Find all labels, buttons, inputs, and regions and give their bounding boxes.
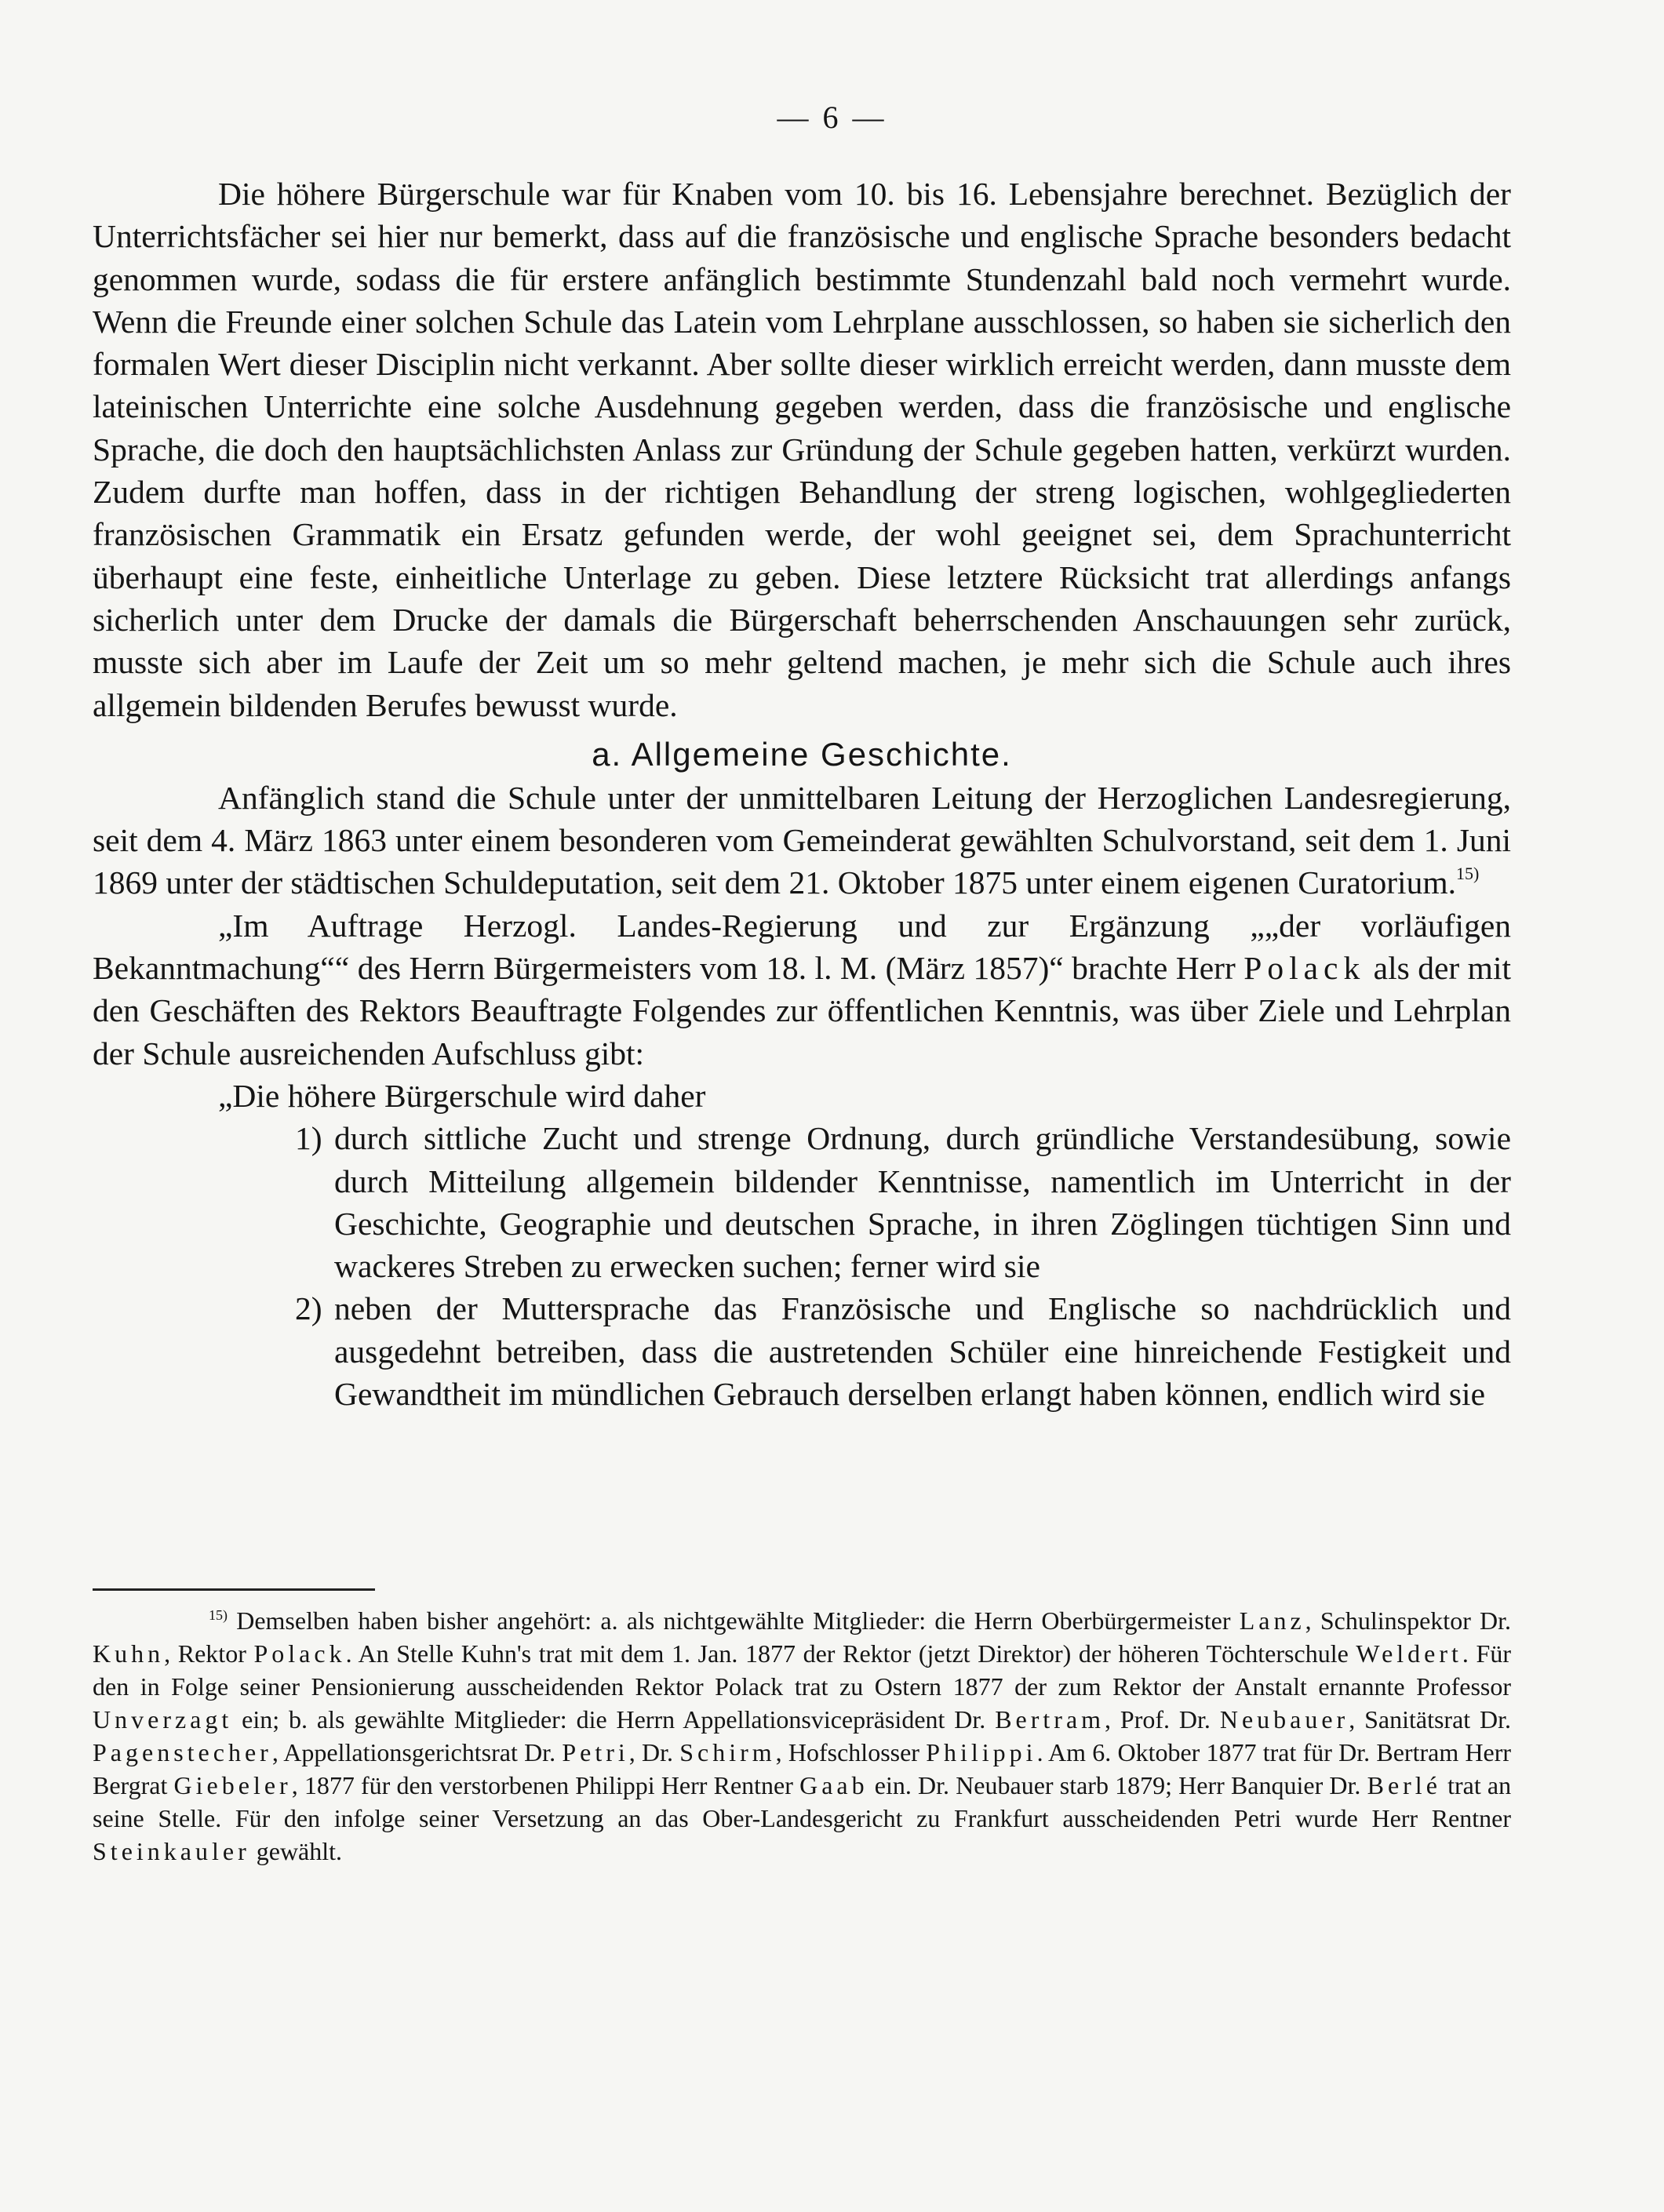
footnote-text: Demselben haben bisher angehört: a. als nichtgewählte Mitglieder: die Herrn Oberbürgermeister — [236, 1606, 1231, 1635]
person-name: Schirm — [679, 1738, 776, 1766]
person-name: Lanz — [1239, 1606, 1305, 1635]
footnote-text: ein; b. als gewählte Mitglieder: die Herrn Appellationsvicepräsident Dr. — [242, 1705, 986, 1734]
main-text — [93, 173, 1511, 1415]
footnote-text: , Appellationsgerichtsrat Dr. — [271, 1738, 556, 1766]
footnote-text: , Sanitätsrat Dr. — [1349, 1705, 1512, 1734]
footnote — [93, 1604, 1511, 1868]
footnote-text: , Rektor — [164, 1639, 246, 1668]
list-item — [93, 1287, 1511, 1415]
person-name: Philippi — [926, 1738, 1037, 1766]
person-name: Steinkauler — [93, 1837, 250, 1865]
person-name: Polack — [253, 1639, 346, 1668]
list-item-number: 2) — [295, 1290, 322, 1327]
person-name: Berlé — [1367, 1771, 1441, 1799]
person-name: Pagenstecher — [93, 1738, 272, 1766]
footnote-text: . Für den in Folge seiner Pensionierung ausscheidenden Rektor Polack trat zu Ostern 1877 der zum Rektor der Anstalt ernannte Professor — [93, 1639, 1511, 1701]
list-item-text: durch sittliche Zucht und strenge Ordnung, durch gründliche Verstandesübung, sowie durch Mitteilung allgemein bildender Kenntnisse, namentlich im Unterricht in der Geschichte, Geographie und deutschen Sprache, in ihren Zöglingen tüchtigen Sinn und wackeres Streben zu erwecken suchen; ferner wird sie — [334, 1120, 1511, 1285]
page-number: — 6 — — [777, 100, 887, 135]
footnote-text: . Am 6. Oktober 1877 trat für Dr. Bertram Herr Bergrat — [93, 1738, 1512, 1799]
footnote-text: trat an seine Stelle. Für den infolge seiner Versetzung an das Ober-Landesgericht zu Frankfurt ausscheidenden Petri wurde Herr Rentner — [93, 1771, 1512, 1832]
person-name: Petri — [562, 1738, 629, 1766]
person-name: Weldert — [1356, 1639, 1462, 1668]
paragraph — [93, 904, 1511, 1075]
footnote-text: gewählt. — [256, 1837, 343, 1865]
person-name: Giebeler — [173, 1771, 292, 1799]
paragraph-text: Anfänglich stand die Schule unter der unmittelbaren Leitung der Herzoglichen Landesregierung, seit dem 4. März 1863 unter einem besonderen vom Gemeinderat gewählten Schulvorstand, seit dem 1. Juni 1869 unter der städtischen Schuldeputation, seit dem 21. Oktober 1875 unter einem eigenen Curatorium. — [93, 779, 1511, 901]
person-name: Neubauer — [1219, 1705, 1349, 1734]
paragraph-text: als der mit den Geschäften des Rektors Beauftragte Folgendes zur öffentlichen Kenntnis, was über Ziele und Lehrplan der Schule ausreichenden Aufschluss gibt: — [93, 950, 1512, 1071]
footnote-reference: 15) — [1455, 864, 1480, 884]
person-name: Kuhn — [93, 1639, 165, 1668]
footnote-text: , Prof. Dr. — [1105, 1705, 1211, 1734]
footnote-text: , 1877 für den verstorbenen Philippi Herr Rentner — [291, 1771, 793, 1799]
person-name: Polack — [1243, 950, 1366, 987]
person-name: Bertram — [995, 1705, 1105, 1734]
section-heading: a. Allgemeine Geschichte. — [592, 735, 1012, 773]
footnote-text: , Schulinspektor Dr. — [1305, 1606, 1512, 1635]
list-item — [93, 1117, 1511, 1287]
footnote-mark: 15) — [209, 1607, 228, 1623]
list-item-number: 1) — [295, 1120, 322, 1157]
list-item-text: neben der Muttersprache das Französische und Englische so nachdrücklich und ausgedehnt betreiben, dass die austretenden Schüler eine hinreichende Festigkeit und Gewandtheit im mündlichen Gebrauch derselben erlangt haben können, endlich wird sie — [334, 1290, 1511, 1413]
person-name: Gaab — [799, 1771, 868, 1799]
footnote-text: ein. Dr. Neubauer starb 1879; Herr Banquier Dr. — [874, 1771, 1361, 1799]
footnote-text: , Dr. — [628, 1738, 673, 1766]
footnote-text: , Hofschlosser — [775, 1738, 919, 1766]
footnote-divider — [93, 1588, 375, 1591]
paragraph: Die höhere Bürgerschule war für Knaben vom 10. bis 16. Lebensjahre berechnet. Bezüglich der Unterrichtsfächer sei hier nur bemerkt, dass auf die französische und englische Sprache besonders bedacht genommen wurde, sodass die für erstere anfänglich bestimmte Stundenzahl bald noch vermehrt wurde. Wenn die Freunde einer solchen Schule das Latein vom Lehrplane ausschlossen, so haben sie sicherlich den formalen Wert dieser Disciplin nicht verkannt. Aber sollte dieser wirklich erreicht werden, dann musste dem lateinischen Unterrichte eine solche Ausdehnung gegeben werden, dass die französische und englische Sprache, die doch den hauptsächlichsten Anlass zur Gründung der Schule gegeben hatten, verkürzt wurden. Zudem durfte man hoffen, dass in der richtigen Behandlung der streng logischen, wohlgegliederten französischen Grammatik ein Ersatz gefunden werde, der wohl geeignet sei, dem Sprachunterricht überhaupt eine feste, einheitliche Unterlage zu geben. Diese letztere Rücksicht trat allerdings anfangs sicherlich unter dem Drucke der damals die Bürgerschaft beherrschenden Anschauungen sehr zurück, musste sich aber im Laufe der Zeit um so mehr geltend machen, je mehr sich die Schule auch ihres allgemein bildenden Berufes bewusst wurde. — [93, 176, 1511, 723]
paragraph — [93, 777, 1511, 904]
footnote-text: . An Stelle Kuhn's trat mit dem 1. Jan. 1877 der Rektor (jetzt Direktor) der höheren Töchterschule — [345, 1639, 1349, 1668]
person-name: Unverzagt — [93, 1705, 233, 1734]
quote-intro: „Die höhere Bürgerschule wird daher — [218, 1077, 706, 1114]
paragraph-text: „Im Auftrage Herzogl. Landes-Regierung und zur Ergänzung „„der vorläufigen Bekanntmachung““ des Herrn Bürgermeisters vom 18. l. M. (März 1857)“ brachte Herr — [93, 907, 1511, 987]
numbered-list — [93, 1117, 1511, 1415]
